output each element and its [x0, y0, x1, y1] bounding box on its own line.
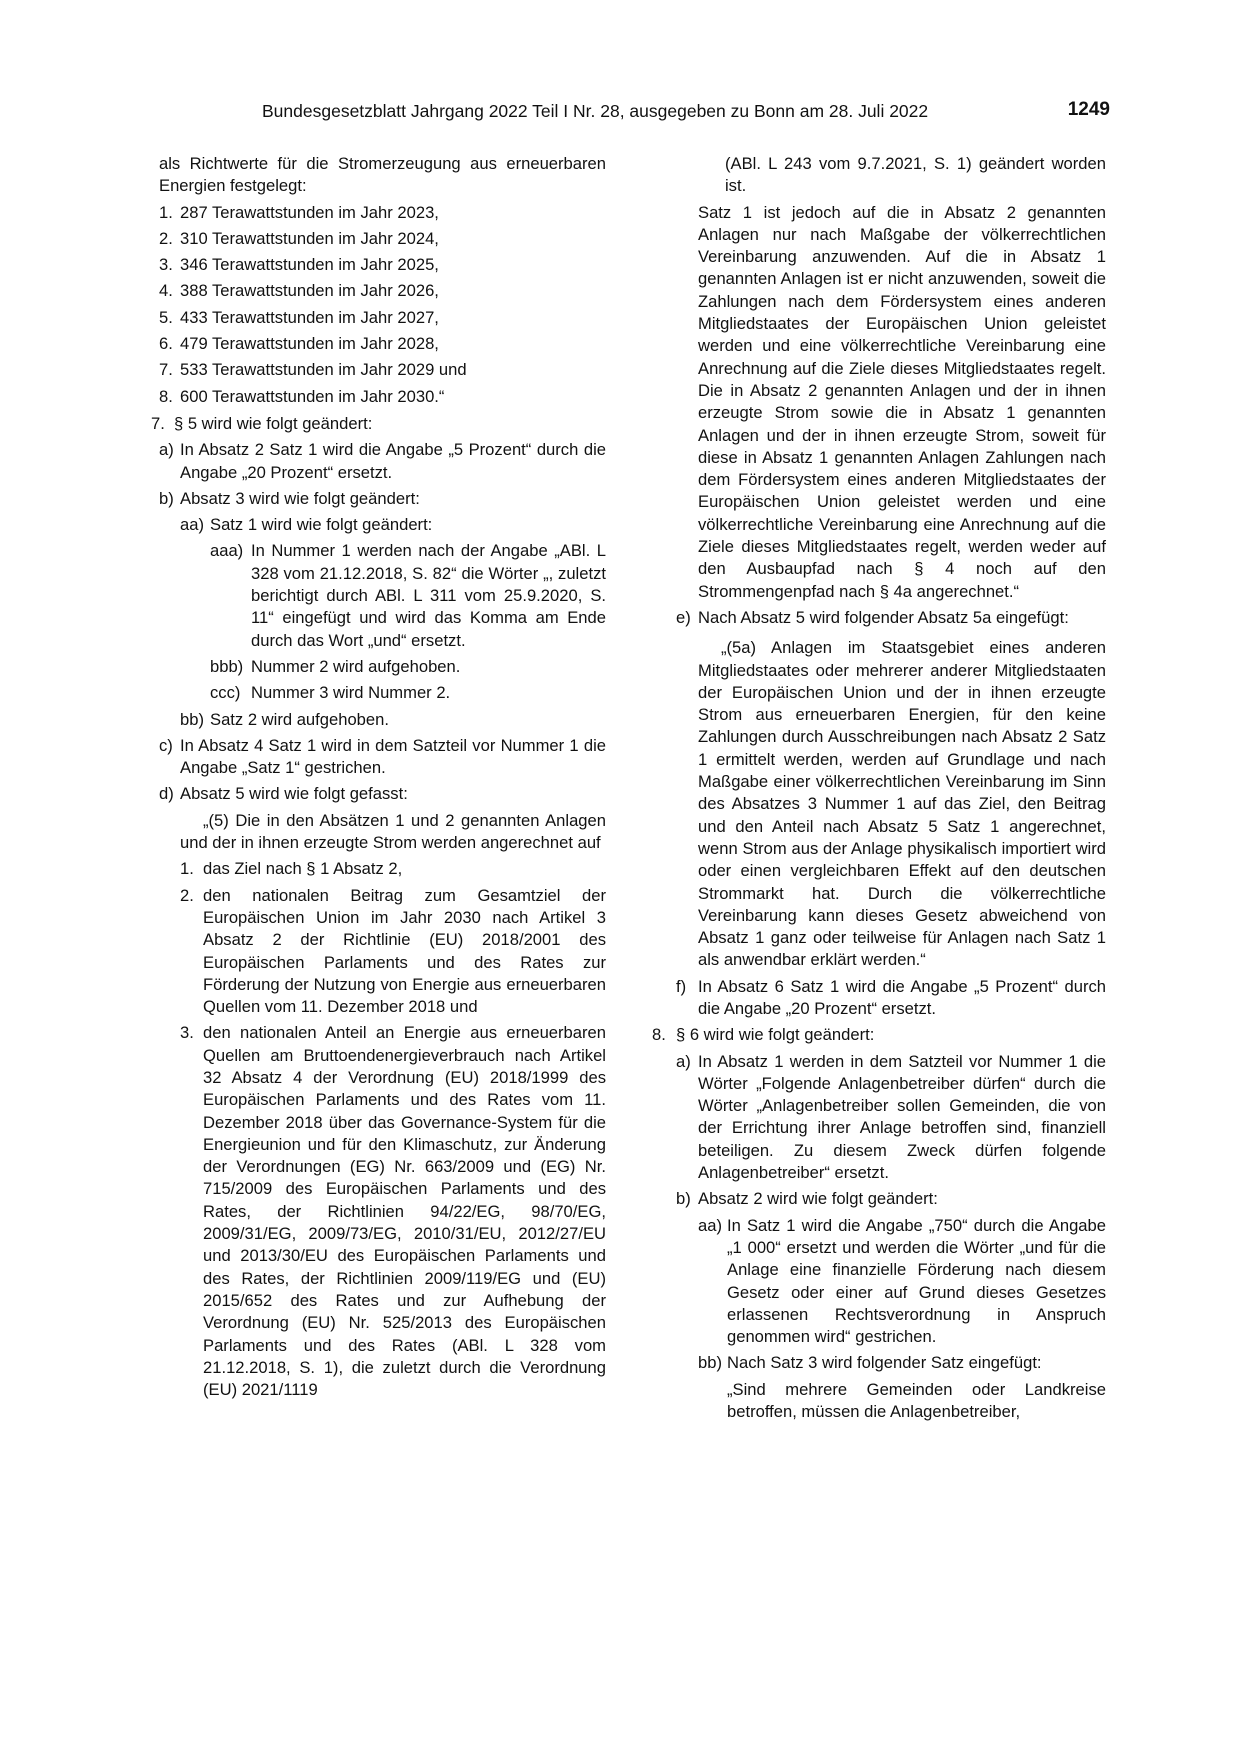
- item-marker: ccc): [210, 683, 241, 703]
- gazette-title: Bundesgesetzblatt Jahrgang 2022 Teil I Nr. 28, ausgegeben zu Bonn am 28. Juli 2022: [262, 101, 929, 121]
- terawatt-list-item: [159, 228, 606, 250]
- section-8b-bb: [698, 1352, 1106, 1374]
- section-7d-item-3: [180, 1022, 606, 1401]
- section-8b-aa: [698, 1215, 1106, 1349]
- section-7b-bb: [180, 709, 606, 731]
- terawatt-list-item: [159, 202, 606, 224]
- section-7e: [676, 607, 1106, 629]
- item-text: In Absatz 1 werden in dem Satzteil vor Nummer 1 die Wörter „Folgende Anlagenbetreiber dürfen“ durch die Wörter „Anlagenbetreiber sollen Gemeinden, die von der Errichtung ihrer Anlage betroffen sind, finanziell beteiligen. Zu diesem Zweck dürfen folgende Anlagenbetreiber“ ersetzt.: [698, 1051, 1106, 1183]
- terawatt-list-item: [159, 307, 606, 329]
- left-column: [151, 153, 606, 1401]
- section-8b-bb-quote: „Sind mehrere Gemeinden oder Landkreise betroffen, müssen die Anlagenbetreiber,: [727, 1379, 1106, 1422]
- item-marker: 1.: [180, 859, 194, 879]
- item-marker: aaa): [210, 541, 244, 561]
- item-marker: 2.: [180, 885, 194, 905]
- section-7b-aaa: [210, 540, 606, 651]
- section-7d-quote: „(5) Die in den Absätzen 1 und 2 genannten Anlagen und der in ihnen erzeugte Strom werden angerechnet auf: [180, 810, 606, 853]
- item-text: In Absatz 2 Satz 1 wird die Angabe „5 Prozent“ durch die Angabe „20 Prozent“ ersetzt.: [180, 440, 606, 482]
- item-marker: b): [159, 488, 174, 508]
- item-text: Absatz 2 wird wie folgt geändert:: [698, 1189, 938, 1209]
- section-7b-bbb: [210, 656, 606, 678]
- item-marker: 8.: [159, 386, 173, 406]
- item-marker: e): [676, 607, 691, 627]
- item-marker: a): [159, 440, 174, 460]
- item-marker: a): [676, 1051, 691, 1071]
- item-marker: bbb): [210, 656, 244, 676]
- terawatt-list-item: [159, 386, 606, 408]
- item-marker: 2.: [159, 228, 173, 248]
- section-8: [652, 1024, 1106, 1046]
- item-text: 479 Terawattstunden im Jahr 2028,: [180, 334, 439, 354]
- item-marker: d): [159, 784, 174, 804]
- section-7a: [159, 439, 606, 484]
- section-7b: [159, 488, 606, 510]
- section-7d: [159, 783, 606, 805]
- item-text: 533 Terawattstunden im Jahr 2029 und: [180, 360, 467, 380]
- item-text: den nationalen Anteil an Energie aus erneuerbaren Quellen am Bruttoendenergieverbrauch nach Artikel 32 Absatz 4 der Verordnung (EU) 2018/1999 des Europäischen Parlaments und des Rates vom 11. Dezember 2018 über das Governance-System für die Energieunion und für den Klimaschutz, zur Änderung der Verordnungen (EG) Nr. 663/2009 und (EG) Nr. 715/2009 des Europäischen Parlaments und des Rates, der Richtlinien 94/22/EG, 98/70/EG, 2009/31/EG, 2009/73/EG, 2010/31/EU, 2012/27/EU und 2013/30/EU des Europäischen Parlaments und des Rates, der Richtlinien 2009/119/EG und (EU) 2015/652 des Rates und zur Aufhebung der Verordnung (EU) Nr. 525/2013 des Europäischen Parlaments und des Rates (ABl. L 328 vom 21.12.2018, S. 1), die zuletzt durch die Verordnung (EU) 2021/1119: [203, 1023, 606, 1400]
- terawatt-list-item: [159, 280, 606, 302]
- item-marker: c): [159, 735, 173, 755]
- item-text: 600 Terawattstunden im Jahr 2030.“: [180, 386, 445, 406]
- terawatt-list-item: [159, 359, 606, 381]
- item-marker: bb): [180, 709, 204, 729]
- section-7d-item-1: [180, 858, 606, 880]
- intro-paragraph: als Richtwerte für die Stromerzeugung aus erneuerbaren Energien festgelegt:: [159, 154, 606, 196]
- item-marker: 3.: [159, 255, 173, 275]
- section-7b-ccc: [210, 682, 606, 704]
- section-7b-aa: [180, 514, 606, 536]
- terawatt-values-list: [159, 202, 606, 408]
- page-header: [0, 101, 1241, 125]
- terawatt-list-item: [159, 333, 606, 355]
- item-text: 433 Terawattstunden im Jahr 2027,: [180, 307, 439, 327]
- section-8a: [676, 1051, 1106, 1185]
- continued-citation: (ABl. L 243 vom 9.7.2021, S. 1) geändert worden ist.: [725, 154, 1106, 196]
- item-text: In Absatz 4 Satz 1 wird in dem Satzteil vor Nummer 1 die Angabe „Satz 1“ gestrichen.: [180, 735, 606, 778]
- item-text: Absatz 5 wird wie folgt gefasst:: [180, 784, 408, 804]
- item-text: 287 Terawattstunden im Jahr 2023,: [180, 202, 439, 222]
- item-marker: aa): [180, 515, 204, 535]
- item-marker: 3.: [180, 1023, 194, 1043]
- section-7e-quote: „(5a) Anlagen im Staatsgebiet eines anderen Mitgliedstaates oder mehrerer anderer Mitgliedstaaten der Europäischen Union und der in ihnen erzeugte Strom aus erneuerbaren Energien, für den keine Zahlungen durch Ausschreibungen nach Absatz 2 Satz 1 ermittelt werden, werden auf Grundlage und nach Maßgabe einer völkerrechtlichen Vereinbarung im Sinn des Absatzes 3 Nummer 1 auf das Ziel, den Beitrag und den Anteil nach Absatz 5 Satz 1 angerechnet, wenn Strom aus der Anlage physikalisch importiert wird oder einen vergleichbaren Effekt auf den deutschen Strommarkt hat. Durch die völkerrechtliche Vereinbarung kann dieses Gesetz abweichend von Absatz 1 ganz oder teilweise für Anlagen nach Satz 1 als anwendbar erklärt werden.“: [698, 638, 1106, 970]
- item-marker: 1.: [159, 202, 173, 222]
- right-column: [652, 153, 1106, 1423]
- item-text: Nach Absatz 5 wird folgender Absatz 5a eingefügt:: [698, 607, 1069, 627]
- page-number: 1249: [1067, 99, 1110, 120]
- item-marker: bb): [698, 1353, 722, 1373]
- item-text: den nationalen Beitrag zum Gesamtziel der Europäischen Union im Jahr 2030 nach Artikel 3 Absatz 2 der Richtlinie (EU) 2018/2001 des Europäischen Parlaments und des Rates zur Förderung der Nutzung von Energie aus erneuerbaren Quellen vom 11. Dezember 2018 und: [203, 885, 606, 1017]
- item-text: In Absatz 6 Satz 1 wird die Angabe „5 Prozent“ durch die Angabe „20 Prozent“ ersetzt.: [698, 976, 1106, 1018]
- item-marker: b): [676, 1189, 691, 1209]
- section-7d-item-2: [180, 885, 606, 1019]
- item-text: In Nummer 1 werden nach der Angabe „ABl. L 328 vom 21.12.2018, S. 82“ die Wörter „, zuletzt berichtigt durch ABl. L 311 vom 25.9.2020, S. 11“ eingefügt und wird das Komma am Ende durch das Wort „und“ ersetzt.: [251, 541, 606, 650]
- satz-paragraph: Satz 1 ist jedoch auf die in Absatz 2 genannten Anlagen nur nach Maßgabe der völkerrechtlichen Vereinbarung anzuwenden. Auf die in Absatz 1 genannten Anlagen ist er nicht anzuwenden, soweit die Zahlungen nach dem Fördersystem eines anderen Mitgliedstaates der Europäischen Union geleistet werden und eine völkerrechtliche Vereinbarung eine Anrechnung auf die Ziele dieses Mitgliedstaates regelt. Die in Absatz 2 genannten Anlagen und der in ihnen erzeugte Strom sowie die in Absatz 1 genannten Anlagen und der in ihnen erzeugte Strom, soweit für diese in Absatz 1 genannten Anlagen Zahlungen nach dem Fördersystem eines anderen Mitgliedstaates der Europäischen Union geleistet werden und eine völkerrechtliche Vereinbarung eine Anrechnung auf die Ziele dieses Mitgliedstaates regelt, werden weder auf den Ausbaupfad nach § 4 noch auf den Strommengenpfad nach § 4a angerechnet.“: [698, 202, 1106, 601]
- item-marker: 6.: [159, 334, 173, 354]
- terawatt-list-item: [159, 254, 606, 276]
- item-marker: 4.: [159, 281, 173, 301]
- item-text: Satz 2 wird aufgehoben.: [210, 709, 389, 729]
- item-text: Absatz 3 wird wie folgt geändert:: [180, 488, 420, 508]
- item-text: Nummer 3 wird Nummer 2.: [251, 683, 451, 703]
- item-text: das Ziel nach § 1 Absatz 2,: [203, 859, 403, 879]
- item-marker: f): [676, 976, 687, 996]
- item-text: 310 Terawattstunden im Jahr 2024,: [180, 228, 439, 248]
- item-text: In Satz 1 wird die Angabe „750“ durch die Angabe „1 000“ ersetzt und werden die Wörter „und für die Anlage eine finanzielle Förderung nach diesem Gesetz oder einer auf Grund dieses Gesetzes erlassenen Rechtsverordnung in Anspruch genommen wird“ gestrichen.: [727, 1215, 1106, 1347]
- item-marker: 7.: [151, 413, 165, 433]
- section-7c: [159, 735, 606, 780]
- item-text: 346 Terawattstunden im Jahr 2025,: [180, 255, 439, 275]
- item-text: Nummer 2 wird aufgehoben.: [251, 656, 461, 676]
- item-marker: 8.: [652, 1025, 666, 1045]
- item-marker: 7.: [159, 360, 173, 380]
- item-text: 388 Terawattstunden im Jahr 2026,: [180, 281, 439, 301]
- item-text: Nach Satz 3 wird folgender Satz eingefügt:: [727, 1353, 1042, 1373]
- item-text: § 6 wird wie folgt geändert:: [676, 1025, 875, 1045]
- item-text: § 5 wird wie folgt geändert:: [174, 413, 373, 433]
- item-marker: 5.: [159, 307, 173, 327]
- section-7f: [676, 976, 1106, 1021]
- section-7: [151, 413, 606, 435]
- section-8b: [676, 1188, 1106, 1210]
- item-marker: aa): [698, 1215, 722, 1235]
- item-text: Satz 1 wird wie folgt geändert:: [210, 515, 433, 535]
